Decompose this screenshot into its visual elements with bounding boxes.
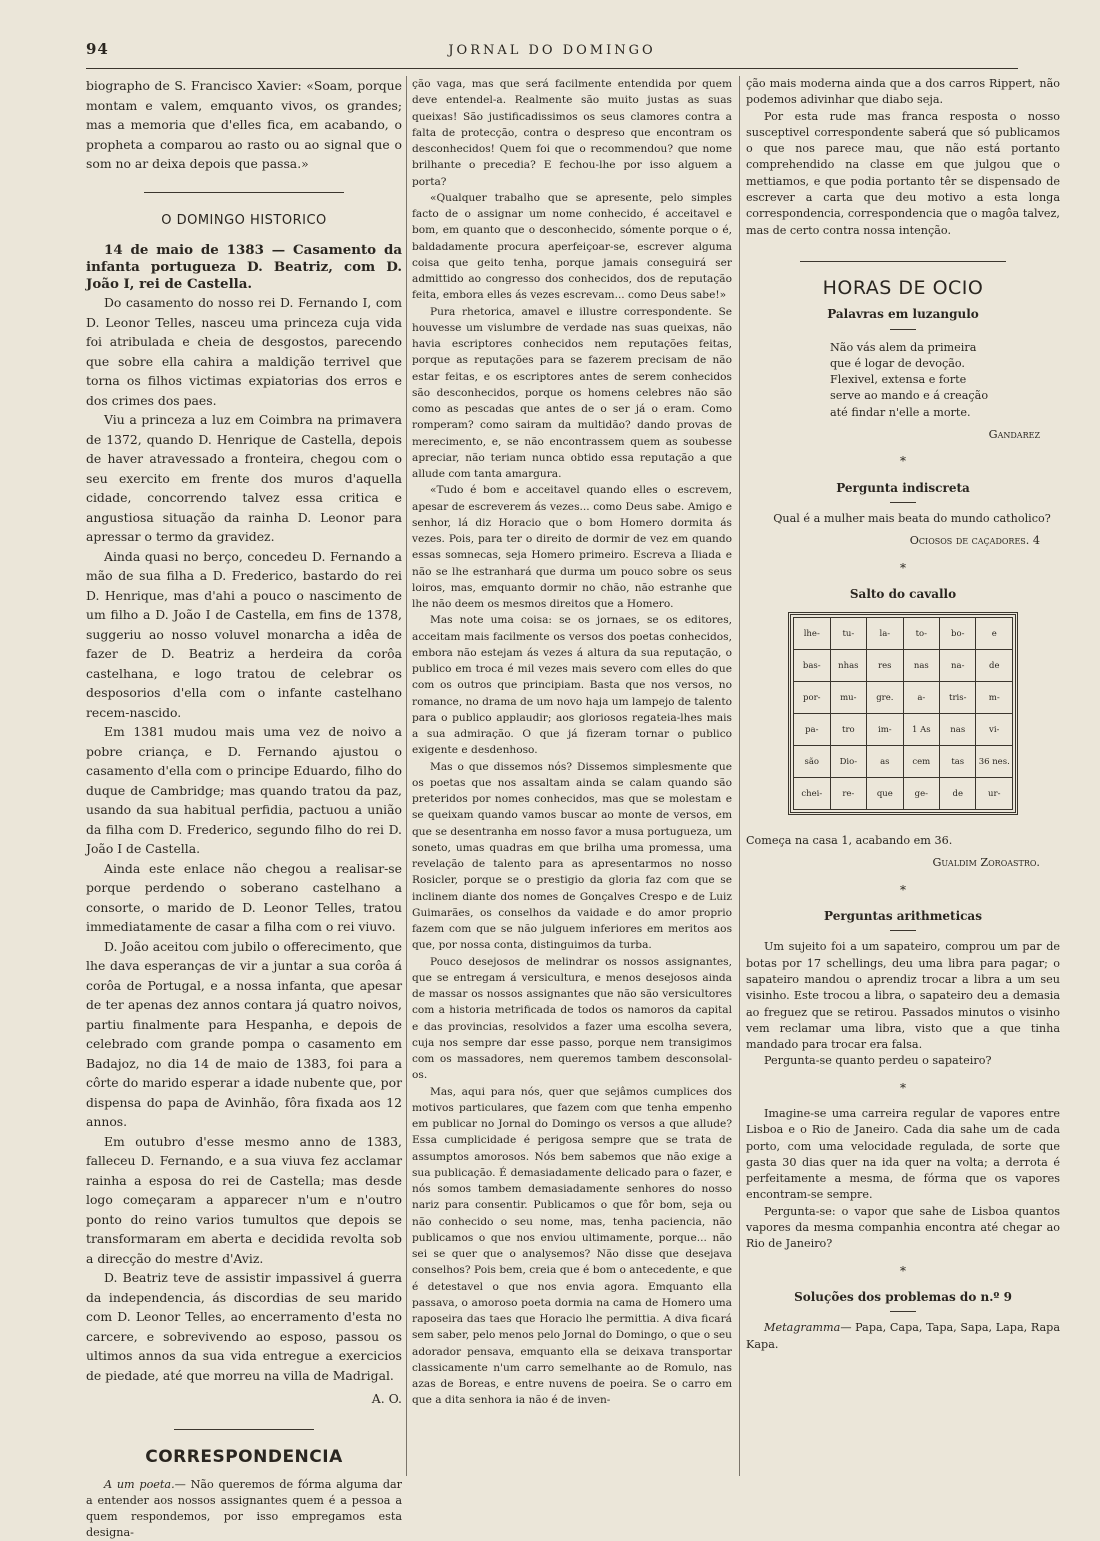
article-paragraph: Do casamento do nosso rei D. Fernando I, com D. Leonor Telles, nasceu uma princeza cuja vida foi atribulada e cheia de desgostos, parecendo que sobre ella cahira a maldição terrivel que torna os filhos victimas expiatorias dos erros e dos crimes dos paes. <box>86 295 402 408</box>
col3-paragraph: Por esta rude mas franca resposta o nosso susceptivel correspondente saberá que só publicamos o que nos parece mau, que não está portanto comprehendido na classe em que julgou que o mettiamos, e que podia portanto têr se dispensado de escrever a carta que deu motivo a esta longa correspondencia, correspondencia que o magôa talvez, mas de certo contra nossa intenção. <box>746 109 1060 237</box>
knight-tour-board <box>788 612 1018 815</box>
board-cell: nhas <box>830 650 867 682</box>
puzzle-question: Qual é a mulher mais beata do mundo catholico? <box>773 511 1051 525</box>
short-rule <box>890 1311 916 1312</box>
board-cell: 36 nes. <box>976 746 1013 778</box>
article-paragraph: D. Beatriz teve de assistir impassivel á guerra da independencia, ás discordias de seu marido com D. Leonor Telles, ao encerramento d'esta no carcere, e sobrevivendo ao esposo, passou os ultimos annos da sua vida entregue a exercicios de piedade, até que morreu na villa de Madrigal. <box>86 1270 402 1383</box>
article-paragraph: D. João aceitou com jubilo o offerecimento, que lhe dava esperanças de vir a juntar a sua corôa á corôa de Portugal, e a nossa infanta, que apesar de ter apenas dez annos contara já quatro noivos, partiu finalmente para Hespanha, e depois de celebrado com grande pompa o casamento em Badajoz, no dia 14 de maio de 1383, foi para a côrte do marido esperar a idade nubente que, por dispensa do papa de Avinhão, fôra fixada aos 12 annos. <box>86 938 402 1129</box>
puzzle-title: Salto do cavallo <box>849 586 957 601</box>
article-paragraph: Em outubro d'esse mesmo anno de 1383, falleceu D. Fernando, e a sua viuva fez acclamar rainha a esposa do rei de Castella; mas desde logo começaram a apparecer n'um e n'outro ponto do reino varios tumultos que depois se transformaram em aberta e decidida revolta sob a direcção do mestre d'Aviz. <box>86 1133 402 1266</box>
board-cell: a- <box>903 682 939 714</box>
short-rule <box>890 329 916 330</box>
domingo-historico-title: O DOMINGO HISTORICO <box>161 212 327 228</box>
puzzle-paragraph: Um sujeito foi a um sapateiro, comprou um par de botas por 17 schellings, deu uma libra para pagar; o sapateiro mandou o aprendiz trocar a libra a um seu visinho. Este trocou a libra, o sapateiro deu a demasia ao freguez que se retirou. Passados minutos o visinho vem reclamar uma libra, visto que a que tinha mandado para trocar era falsa. <box>746 940 1060 1052</box>
board-cell: m- <box>976 682 1013 714</box>
board-row <box>794 778 1013 810</box>
board-cell: tas <box>940 746 976 778</box>
article-paragraph: Em 1381 mudou mais uma vez de noivo a pobre criança, e D. Fernando ajustou o casamento d'ella com o principe Eduardo, filho do duque de Cambridge; mas quando tratou da paz, usando da sua habitual perfidia, pactuou a união da filha com D. Frederico, segundo filho do rei D. João I de Castella. <box>86 724 402 856</box>
short-rule <box>890 930 916 931</box>
board-row <box>794 618 1013 650</box>
puzzle-author: Gualdim Zoroastro. <box>932 856 1040 870</box>
col2-paragraph: ção vaga, mas que será facilmente entendida por quem deve entendel-a. Realmente são muito justas as suas queixas! São justificadissimos os seus clamores contra a falta de protecção, contra o despreso que encontram os desconhecidos! Quem foi que o recommendou? que nome brilhante o precedia? E fechou-lhe por isso alguem a porta? <box>412 78 732 188</box>
board-cell: tro <box>830 714 867 746</box>
board-cell: ge- <box>903 778 939 810</box>
board-cell: lhe- <box>794 618 831 650</box>
article-signature: A. O. <box>371 1391 402 1406</box>
col2-paragraph: Mas, aqui para nós, quer que sejâmos cumplices dos motivos particulares, que fazem com que tenha empenho em publicar no Jornal do Domingo os versos a que allude? Essa cumplicidade é perigosa sempre que se trata de assumptos amorosos. Nós bem sabemos que não exige a sua publicação. É demasiadamente delicado para o fazer, e nós somos tambem demasiadamente senhores do nosso nariz para consentir. Publicamos o que fôr bom, seja ou não conhecido o seu nome, mas, tenha paciencia, não publicamos o que nos enviou ultimamente, porque... não sei se quer que o analysemos? Não disse que desejava conselhos? Pois bem, creia que é bom o antecedente, e que é detestavel o que nos envia agora. Emquanto ella passava, o amoroso poeta dormia na cama de Homero uma raposeira das taes que Horacio lhe permittia. A diva ficará sem saber, pelo menos pelo Jornal do Domingo, o que o seu adorador pensava, emquanto ella se deixava transportar classicamente n'um carro semelhante ao de Romulo, nas azas de Boreas, e entre nuvens de poeira. Se o carro em que a dita senhora ia não é de inven- <box>412 1085 732 1407</box>
article-paragraph: Ainda este enlace não chegou a realisar-se porque perdendo o soberano castelhano a consorte, o marido de D. Leonor Telles, tratou immediatamente de casar a filha com o rei viuvo. <box>86 860 402 934</box>
board-cell: na- <box>940 650 976 682</box>
article-paragraph: Viu a princeza a luz em Coimbra na primavera de 1372, quando D. Henrique de Castella, depois de haver atravessado a fronteira, chegou com o seu exercito em frente dos muros d'aquella cidade, concorrendo talvez essa critica e angustiosa situação da rainha D. Leonor para apressar o termo da gravidez. <box>86 412 402 544</box>
section-star: * <box>900 882 906 897</box>
correspondence-start <box>86 1477 402 1541</box>
col2-paragraph: Pouco desejosos de melindrar os nossos assignantes, que se entregam á versicultura, e menos desejosos ainda de massar os nossos assignantes que não são versicultores com a historia metrificada de todos os namoros da capital e das provincias, resolvidos a fazer uma escolha severa, cuja nos sempre dar esse passo, porque nem transigimos com os massadores, nem queremos tambem desconsolal-os. <box>412 955 732 1082</box>
board-table <box>793 617 1013 810</box>
puzzle-author: Ociosos de caçadores. 4 <box>909 534 1040 548</box>
board-cell: im- <box>867 714 903 746</box>
puzzle-title: Perguntas arithmeticas <box>824 909 982 924</box>
board-cell: Dio- <box>830 746 867 778</box>
board-row <box>794 746 1013 778</box>
board-cell: re- <box>830 778 867 810</box>
col2-paragraph: Mas o que dissemos nós? Dissemos simplesmente que os poetas que nos assaltam ainda se calam quando são preteridos por nomes conhecidos, mas que se molestam e se queixam quando vamos buscar ao monte de versos, em que se desentranha em nosso favor a musa portugueza, um soneto, umas quadras em que brilha uma promessa, uma revelação de talento para as apresentarmos no nosso Rosicler, porque se o prestigio da gloria faz com que se inclinem diante dos nomes de Gonçalves Crespo e de Luiz Guimarães, os conselhos da vaidade e do amor proprio fazem com que se não julguem inferiores em meritos aos que, por nossa conta, distinguimos da turba. <box>412 760 732 952</box>
column-divider <box>406 76 407 1476</box>
puzzle-note: Começa na casa 1, acabando em 36. <box>746 834 953 848</box>
board-cell: ur- <box>976 778 1013 810</box>
poem-line: serve ao mando e á creação <box>830 389 989 403</box>
board-cell: nas <box>903 650 939 682</box>
board-row <box>794 650 1013 682</box>
board-cell: bas- <box>794 650 831 682</box>
poem-line: até findar n'elle a morte. <box>830 405 971 419</box>
col3-paragraph: ção mais moderna ainda que a dos carros Rippert, não podemos adivinhar que diabo seja. <box>746 77 1060 107</box>
board-cell: to- <box>903 618 939 650</box>
solution-label: Metagramma <box>764 1321 841 1335</box>
section-rule <box>800 261 1006 262</box>
col2-paragraph: «Tudo é bom e acceitavel quando elles o escrevem, apesar de escreverem ás vezes... como Deus sabe. Amigo e senhor, lá diz Horacio que o bom Homero dormita ás vezes. Pois, para ter o direito de dormir de vez em quando essas somnecas, seja Homero primeiro. Escreva a Iliada e não se lhe estranhará que durma um pouco sobre os seus loiros, mas, emquanto dormir no chão, não estranhe que lhe não deem os mesmos direitos que a Homero. <box>412 484 732 610</box>
solution-text: — Papa, Capa, Tapa, Sapa, Lapa, Rapa Kapa. <box>746 1321 1060 1351</box>
journal-title: JORNAL DO DOMINGO <box>448 43 656 58</box>
puzzle-paragraph: Pergunta-se quanto perdeu o sapateiro? <box>764 1054 992 1068</box>
board-cell: 1 As <box>903 714 939 746</box>
col2-paragraph: Mas note uma coisa: se os jornaes, se os editores, acceitam mais facilmente os versos dos poetas conhecidos, embora não estejam ás vezes á altura da sua reputação, o publico em troca é mil vezes mais severo com elles do que com os outros que principiam. Basta que nos versos, no romance, no drama de um novo haja um lampejo de talento para o publico applaudir; aos gloriosos regateia-lhes mais a sua admiração. O que já fizeram tornar o publico exigente e desdenhoso. <box>412 614 732 757</box>
solutions-title: Soluções dos problemas do n.º 9 <box>794 1289 1012 1304</box>
puzzle-author: Gandarez <box>988 428 1040 442</box>
board-cell: chei- <box>794 778 831 810</box>
column-2 <box>412 76 732 1409</box>
section-rule <box>174 1429 314 1430</box>
correspondencia-title: CORRESPONDENCIA <box>145 1446 343 1467</box>
column-divider <box>739 76 740 1476</box>
puzzle-title: Palavras em luzangulo <box>827 307 979 322</box>
puzzle-paragraph: Imagine-se uma carreira regular de vapores entre Lisboa e o Rio de Janeiro. Cada dia sahe um de cada porto, com uma velocidade regulada, de sorte que gasta 30 dias quer na ida quer na volta; a derrota é perfeitamente a mesma, de fórma que os vapores encontram-se sempre. <box>746 1106 1060 1202</box>
board-cell: tu- <box>830 618 867 650</box>
column-3 <box>746 76 1060 1353</box>
board-cell: pa- <box>794 714 831 746</box>
correspondence-lead: A um poeta. <box>104 1478 175 1491</box>
puzzle-title: Pergunta indiscreta <box>836 480 970 495</box>
column-1 <box>86 76 402 1541</box>
poem-line: que é logar de devoção. <box>830 356 965 370</box>
board-row <box>794 682 1013 714</box>
col2-paragraph: «Qualquer trabalho que se apresente, pelo simples facto de o assignar um nome conhecido, é acceitavel e bom, em quanto que o desconhecido, sómente porque o é, baldadamente procura aperfeiçoar-se, escrever alguma coisa que geito tenha, porque jamais conseguirá ser admittido ao congresso dos conhecidos, dos de reputação feita, embora elles ás vezes escrevam... como Deus sabe!» <box>412 191 732 302</box>
section-star: * <box>900 454 906 469</box>
board-cell: que <box>867 778 903 810</box>
header-rule <box>86 68 1018 69</box>
board-cell: tris- <box>940 682 976 714</box>
board-cell: cem <box>903 746 939 778</box>
board-cell: mu- <box>830 682 867 714</box>
section-star: * <box>900 1263 906 1278</box>
board-row <box>794 714 1013 746</box>
section-star: * <box>900 1080 906 1095</box>
section-rule <box>144 192 344 193</box>
poem-line: Não vás alem da primeira <box>830 340 977 354</box>
correspondence-text: — Não queremos de fórma alguma dar a entender aos nossos assignantes quem é a pessoa a quem respondemos, por isso empregamos esta designa- <box>86 1478 402 1539</box>
col2-paragraph: Pura rhetorica, amavel e illustre correspondente. Se houvesse um vislumbre de verdade nas suas queixas, não havia escriptores conhecidos nem reputações feitas, porque as reputações para se fazerem precisam de não estar feitas, e os escriptores antes de serem conhecidos são desconhecidos, porque os homens celebres não são como as pescadas que antes de o ser já o eram. Como romperam? como sairam da multidão? dando provas de merecimento, e, se não encontrassem quem as soubesse apreciar, não teriam nunca obtido essa reputação a que allude com tanta amargura. <box>412 305 732 480</box>
board-cell: por- <box>794 682 831 714</box>
puzzle-poem <box>830 340 1060 421</box>
board-cell: nas <box>940 714 976 746</box>
board-cell: e <box>976 618 1013 650</box>
page-number: 94 <box>86 40 109 58</box>
board-cell: bo- <box>940 618 976 650</box>
board-cell: de <box>940 778 976 810</box>
section-star: * <box>900 560 906 575</box>
col1-intro: biographo de S. Francisco Xavier: «Soam, porque montam e valem, emquanto vivos, os grandes; mas a memoria que d'elles fica, em acabando, o propheta a comparou ao rasto ou ao signal que o som no ar deixa depois que passa.» <box>86 78 402 171</box>
horas-de-ocio-title: HORAS DE OCIO <box>822 276 984 299</box>
board-cell: são <box>794 746 831 778</box>
puzzle-paragraph: Pergunta-se: o vapor que sahe de Lisboa quantos vapores da mesma companhia encontra até chegar ao Rio de Janeiro? <box>746 1204 1060 1251</box>
article-paragraph: Ainda quasi no berço, concedeu D. Fernando a mão de sua filha a D. Frederico, bastardo do rei D. Henrique, mas d'ahi a pouco o nascimento de um filho a D. João I de Castella, em fins de 1378, suggeriu ao nosso voluvel monarcha a idêa de fazer de D. Beatriz a herdeira da corôa castelhana, e logo tratou de celebrar os desposorios d'ella com o infante castelhano recem-nascido. <box>86 548 402 720</box>
board-cell: de <box>976 650 1013 682</box>
poem-line: Flexivel, extensa e forte <box>830 373 967 387</box>
board-cell: la- <box>867 618 903 650</box>
board-cell: vi- <box>976 714 1013 746</box>
board-cell: res <box>867 650 903 682</box>
board-cell: gre. <box>867 682 903 714</box>
solution-entry <box>746 1320 1060 1353</box>
board-cell: as <box>867 746 903 778</box>
short-rule <box>890 502 916 503</box>
page-header <box>86 40 1018 68</box>
article-headline: 14 de maio de 1383 — Casamento da infanta portugueza D. Beatriz, com D. João I, rei de Castella. <box>86 242 402 292</box>
